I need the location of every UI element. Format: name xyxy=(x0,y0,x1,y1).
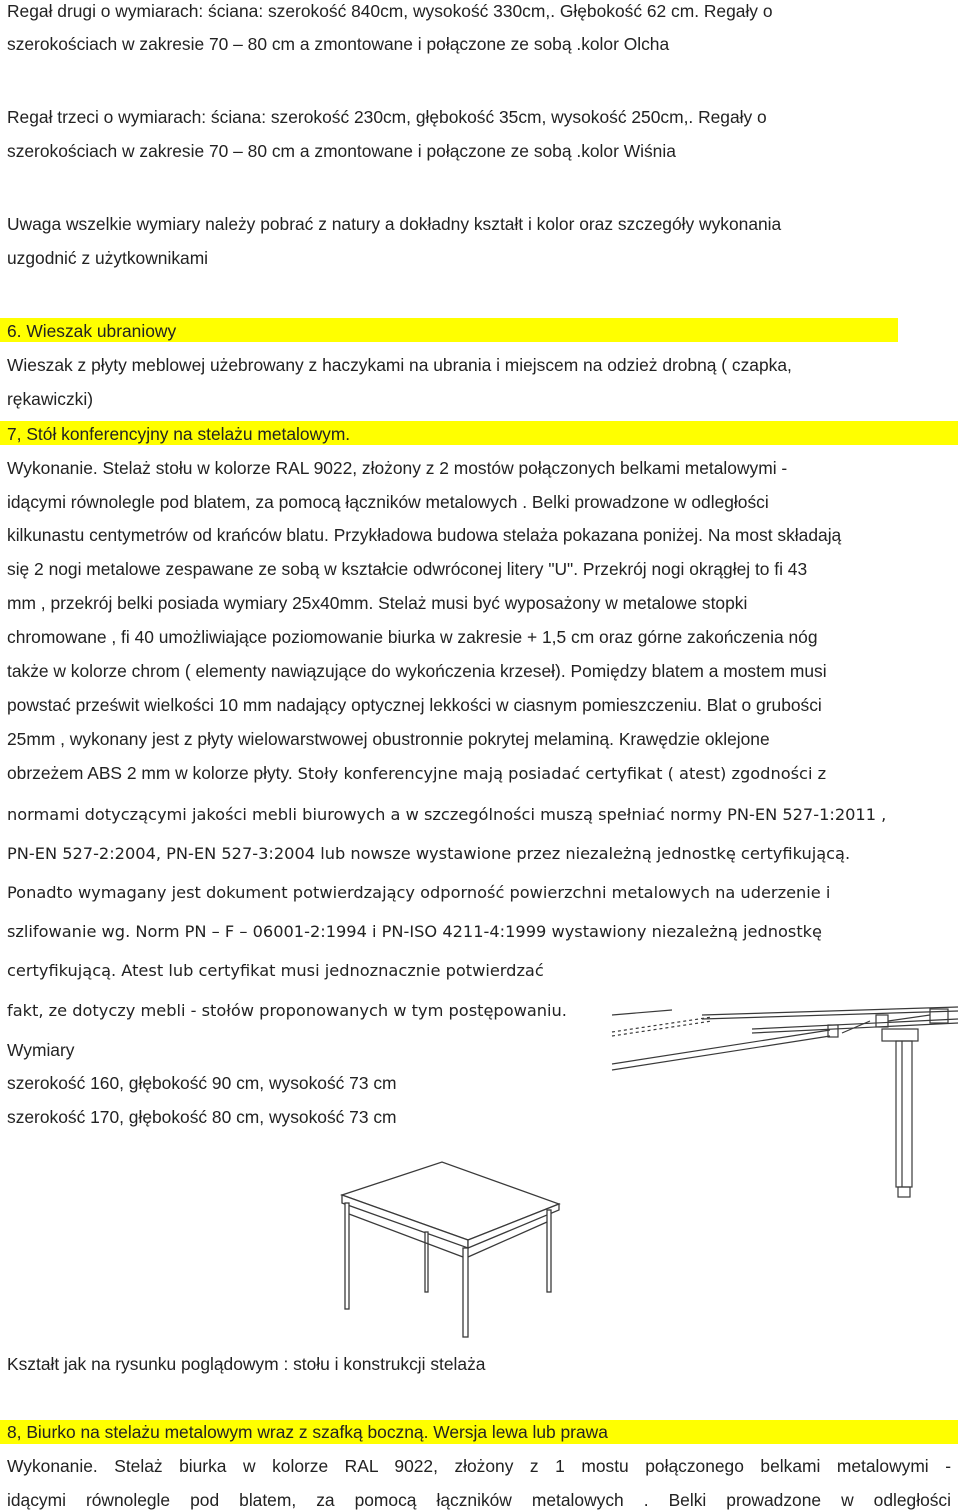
text-line: idącymi równolegle pod blatem, za pomocą łączników metalowych . Belki prowadzone w odległości xyxy=(7,492,769,512)
text-line: Ponadto wymagany jest dokument potwierdzający odporność powierzchni metalowych na uderzenie i xyxy=(7,883,831,902)
text-line: Wykonanie. Stelaż stołu w kolorze RAL 9022, złożony z 2 mostów połączonych belkami metalowymi - xyxy=(7,458,788,478)
text-line: szerokość 160, głębokość 90 cm, wysokość 73 cm xyxy=(7,1073,397,1093)
section-6-heading: 6. Wieszak ubraniowy xyxy=(7,321,177,341)
text-line xyxy=(7,762,826,785)
text-line: certyfikującą. Atest lub certyfikat musi jednoznacznie potwierdzać xyxy=(7,961,544,980)
text-line: kilkunastu centymetrów od krańców blatu. Przykładowa budowa stelaża pokazana poniżej. Na most składają xyxy=(7,525,842,545)
text-line: uzgodnić z użytkownikami xyxy=(7,248,209,268)
table-illustration xyxy=(339,1162,561,1338)
text-line: PN-EN 527-2:2004, PN-EN 527-3:2004 lub nowsze wystawione przez niezależną jednostkę certyfikującą. xyxy=(7,844,851,863)
section-8-heading: 8, Biurko na stelażu metalowym wraz z szafką boczną. Wersja lewa lub prawa xyxy=(7,1422,608,1442)
text-line: chromowane , fi 40 umożliwiające poziomowanie biurka w zakresie + 1,5 cm oraz górne zakończenia nóg xyxy=(7,627,818,647)
text-line: idącymi równolegle pod blatem, za pomocą łączników metalowych . Belki prowadzone w odległości xyxy=(7,1490,951,1510)
text-line: mm , przekrój belki posiada wymiary 25x40mm. Stelaż musi być wyposażony w metalowe stopki xyxy=(7,593,748,613)
section-7-heading: 7, Stół konferencyjny na stelażu metalowym. xyxy=(7,424,351,444)
text-line: Uwaga wszelkie wymiary należy pobrać z natury a dokładny kształt i kolor oraz szczegóły wykonania xyxy=(7,214,782,234)
text-line: Wymiary xyxy=(7,1040,75,1060)
text-span: obrzeżem ABS 2 mm w kolorze płyty. xyxy=(7,763,293,783)
table-frame-illustration xyxy=(612,1005,958,1205)
text-line: normami dotyczącymi jakości mebli biurowych a w szczególności muszą spełniać normy PN-EN 527-1:2011 , xyxy=(7,805,887,824)
text-line: się 2 nogi metalowe zespawane ze sobą w kształcie odwróconej litery "U". Przekrój nogi okrągłej to fi 43 xyxy=(7,559,808,579)
text-line: 25mm , wykonany jest z płyty wielowarstwowej obustronnie pokrytej melaminą. Krawędzie oklejone xyxy=(7,729,770,749)
text-line: Wykonanie. Stelaż biurka w kolorze RAL 9022, złożony z 1 mostu połączonego belkami metalowymi - xyxy=(7,1456,951,1476)
text-line: także w kolorze chrom ( elementy nawiązujące do wykończenia krzeseł). Pomiędzy blatem a mostem musi xyxy=(7,661,827,681)
text-line: rękawiczki) xyxy=(7,389,93,409)
text-line: fakt, ze dotyczy mebli - stołów proponowanych w tym postępowaniu. xyxy=(7,1001,567,1020)
text-line: szerokościach w zakresie 70 – 80 cm a zmontowane i połączone ze sobą .kolor Olcha xyxy=(7,34,670,54)
text-line: szerokościach w zakresie 70 – 80 cm a zmontowane i połączone ze sobą .kolor Wiśnia xyxy=(7,141,676,161)
text-line: szlifowanie wg. Norm PN – F – 06001-2:1994 i PN-ISO 4211-4:1999 wystawiony niezależną jednostkę xyxy=(7,922,823,941)
text-line: Regał trzeci o wymiarach: ściana: szerokość 230cm, głębokość 35cm, wysokość 250cm,. Regały o xyxy=(7,107,767,127)
text-span: Stoły konferencyjne mają posiadać certyfikat ( atest) zgodności z xyxy=(297,764,827,783)
text-line: powstać prześwit wielkości 10 mm nadający optycznej lekkości w ciasnym pomieszczeniu. Blat o grubości xyxy=(7,695,822,715)
text-line: szerokość 170, głębokość 80 cm, wysokość 73 cm xyxy=(7,1107,397,1127)
text-line: Kształt jak na rysunku poglądowym : stołu i konstrukcji stelaża xyxy=(7,1354,486,1374)
text-line: Wieszak z płyty meblowej użebrowany z haczykami na ubrania i miejscem na odzież drobną ( czapka, xyxy=(7,355,792,375)
text-line: Regał drugi o wymiarach: ściana: szerokość 840cm, wysokość 330cm,. Głębokość 62 cm. Regały o xyxy=(7,1,773,21)
